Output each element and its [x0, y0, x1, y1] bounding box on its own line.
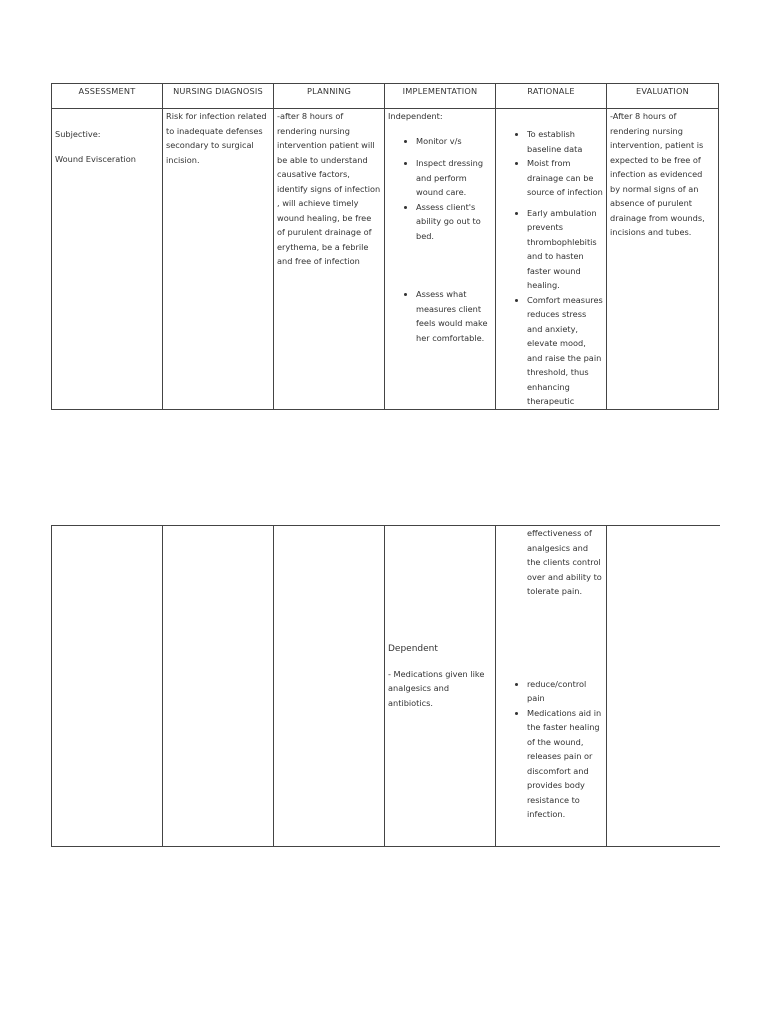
nursing-diagnosis-text: Risk for infection related to inadequate defenses secondary to surgical incision. [166, 111, 267, 165]
list-item: • Early ambulation prevents thrombophlebitis and to hasten faster wound healing. [527, 206, 603, 293]
assessment-cell [52, 109, 163, 410]
evaluation-cell [607, 109, 719, 410]
header-planning: PLANNING [274, 84, 385, 109]
list-item: • reduce/control pain [527, 677, 603, 706]
care-plan-table-page-1 [51, 83, 719, 410]
rationale-continued-text: effectiveness of analgesics and the clients control over and ability to tolerate pain. [527, 528, 602, 596]
table-row [52, 109, 719, 410]
rationale-list [499, 677, 603, 822]
list-item: • Assess client's ability go out to bed. [416, 200, 492, 244]
evaluation-text: -After 8 hours of rendering nursing intervention, patient is expected to be free of infection as evidenced by normal signs of an absence of purulent drainage from wounds, incisions and tubes. [610, 111, 705, 237]
assessment-cell [52, 526, 163, 847]
implementation-dependent-text: - Medications given like analgesics and antibiotics. [388, 668, 485, 708]
evaluation-cell [607, 526, 720, 847]
assessment-label: Subjective: [55, 129, 101, 139]
list-item: • Inspect dressing and perform wound care. [416, 156, 492, 200]
implementation-list [388, 134, 492, 346]
header-evaluation: EVALUATION [607, 84, 719, 109]
implementation-cell [385, 109, 496, 410]
implementation-heading: Independent: [388, 111, 443, 121]
assessment-detail: Wound Evisceration [55, 153, 136, 164]
rationale-cell [496, 109, 607, 410]
planning-text: -after 8 hours of rendering nursing intervention patient will be able to understand causative factors, identify signs of infection , will achieve timely wound healing, be free of purulent drainage of erythema, be a febrile and free of infection [277, 111, 381, 266]
list-item: • Moist from drainage can be source of infection [527, 156, 603, 200]
header-implementation: IMPLEMENTATION [385, 84, 496, 109]
list-item: • To establish baseline data [527, 127, 603, 156]
planning-cell [274, 526, 385, 847]
rationale-list [499, 127, 603, 409]
nursing-diagnosis-cell [163, 109, 274, 410]
header-row [52, 84, 719, 109]
list-item: • Medications aid in the faster healing of the wound, releases pain or discomfort and provides body resistance to infection. [527, 706, 603, 822]
list-item: • Assess what measures client feels would make her comfortable. [416, 287, 492, 345]
nursing-diagnosis-cell [163, 526, 274, 847]
header-assessment: ASSESSMENT [52, 84, 163, 109]
table-row [52, 526, 720, 847]
planning-cell [274, 109, 385, 410]
list-item: • Comfort measures reduces stress and anxiety, elevate mood, and raise the pain threshold, thus enhancing therapeutic [527, 293, 603, 409]
rationale-cell [496, 526, 607, 847]
list-item: • Monitor v/s [416, 134, 492, 149]
care-plan-table-page-2 [51, 525, 720, 847]
header-rationale: RATIONALE [496, 84, 607, 109]
implementation-heading-dependent: Dependent [388, 644, 438, 654]
implementation-cell [385, 526, 496, 847]
header-nursing-diagnosis: NURSING DIAGNOSIS [163, 84, 274, 109]
